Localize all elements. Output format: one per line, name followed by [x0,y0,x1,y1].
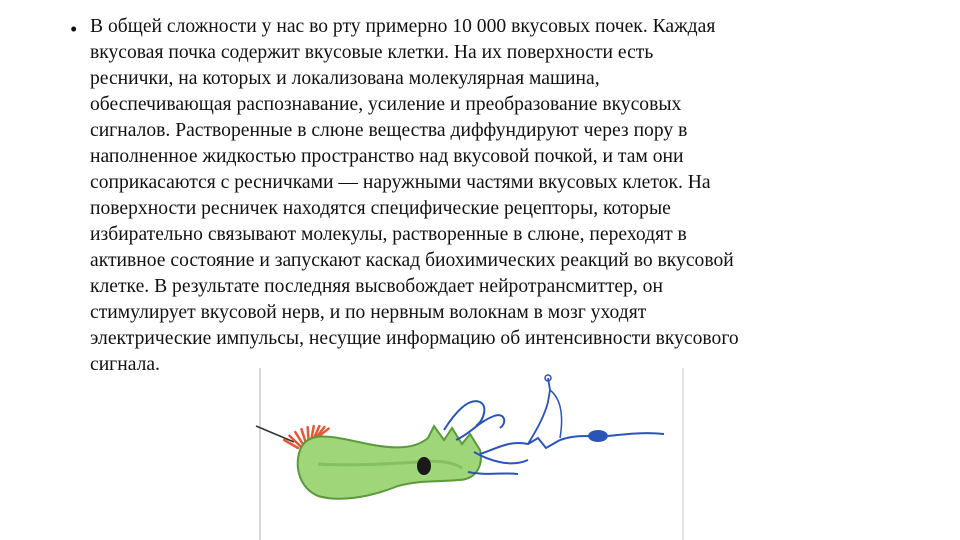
pointer-line [256,426,294,442]
taste-cell-svg [248,368,698,540]
taste-cell-illustration [248,368,698,540]
bullet-paragraph [70,14,900,378]
bullet-icon: • [70,17,78,41]
cell-nucleus [417,457,431,475]
body-text: В общей сложности у нас во рту примерно 10 000 вкусовых почек. Каждая вкусовая почка содержит вкусовые клетки. На их поверхности есть реснички, на которых и локализована молекулярная машина, обеспечивающая распознавание, усиление и преобразование вкусовых сигналов. Растворенные в слюне вещества диффундируют через пору в наполненное жидкостью пространство над вкусовой почкой, и там они соприкасаются с ресничками — наружными частями вкусовых клеток. На поверхности ресничек находятся специфические рецепторы, которые избирательно связывают молекулы, растворенные в слюне, переходят в активное состояние и запускают каскад биохимических реакций во вкусовой клетке. В результате последняя высвобождает нейротрансмиттер, он стимулирует вкусовой нерв, и по нервным волокнам в мозг уходят электрические импульсы, несущие информацию об интенсивности вкусового сигнала. [90,16,739,375]
